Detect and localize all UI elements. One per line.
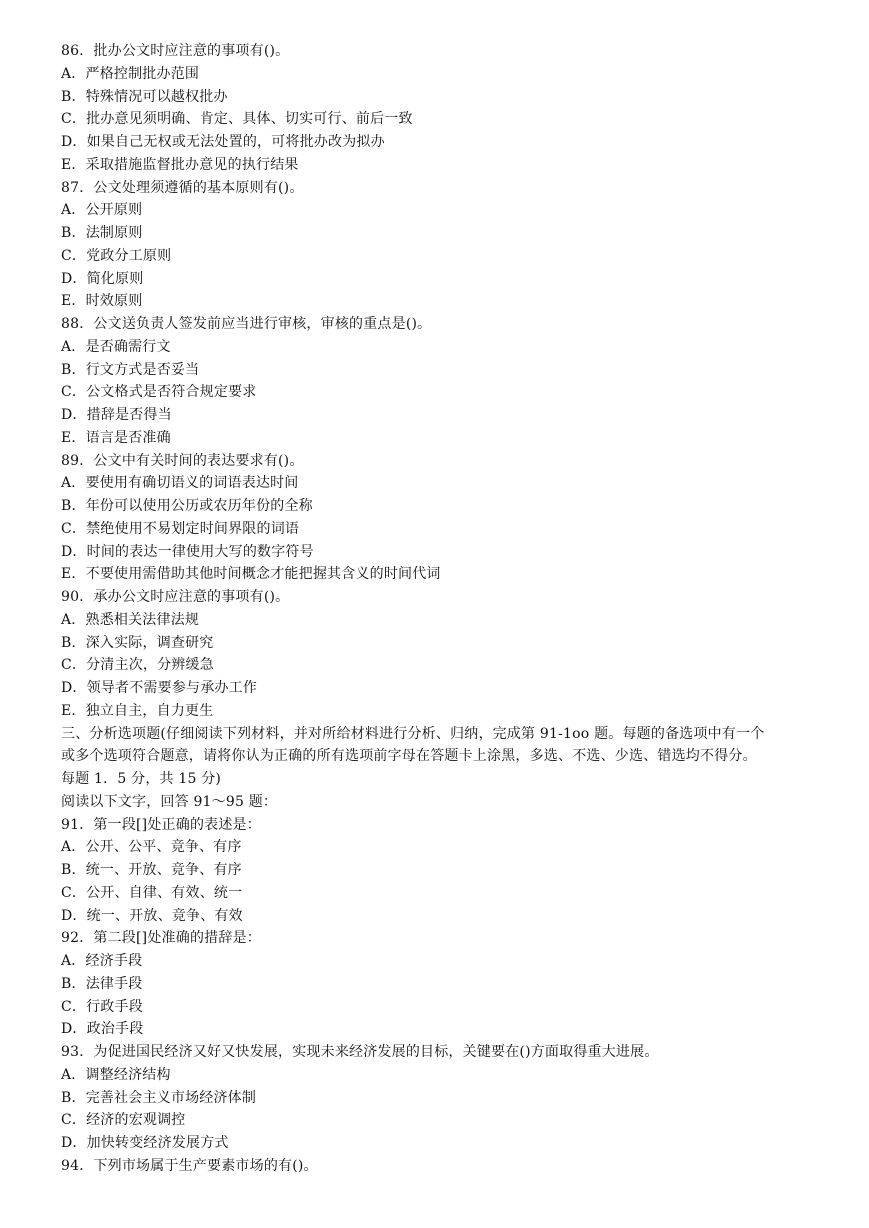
section-instructions-line-3: 每题 1．5 分，共 15 分) — [61, 771, 222, 787]
option-88-a: A．是否确需行文 — [61, 338, 171, 355]
question-90: 90．承办公文时应注意的事项有()。 — [61, 589, 290, 605]
option-88-b: B．行文方式是否妥当 — [61, 361, 200, 378]
option-93-b: B．完善社会主义市场经济体制 — [61, 1089, 257, 1106]
question-87: 87．公文处理须遵循的基本原则有()。 — [61, 179, 304, 196]
option-88-e: E．语言是否准确 — [61, 429, 171, 446]
question-86: 86．批办公文时应注意的事项有()。 — [61, 43, 290, 59]
option-91-c: C．公开、自律、有效、统一 — [61, 884, 243, 901]
option-88-d: D．措辞是否得当 — [61, 407, 172, 423]
option-93-c: C．经济的宏观调控 — [61, 1112, 186, 1129]
reading-prompt: 阅读以下文字，回答 91～95 题： — [61, 793, 278, 810]
section-instructions-line-2: 或多个选项符合题意，请将你认为正确的所有选项前字母在答题卡上涂黑，多选、不选、少选、错选均不得分。 — [61, 748, 757, 765]
option-89-c: C．禁绝使用不易划定时间界限的词语 — [61, 520, 300, 537]
option-87-b: B．法制原则 — [61, 225, 143, 241]
option-92-b: B．法律手段 — [61, 975, 143, 992]
option-91-d: D．统一、开放、竞争、有效 — [61, 907, 243, 924]
question-91: 91．第一段[]处正确的表述是： — [61, 816, 261, 833]
option-86-a: A．严格控制批办范围 — [61, 65, 200, 82]
option-92-c: C．行政手段 — [61, 998, 143, 1015]
option-90-a: A．熟悉相关法律法规 — [61, 611, 200, 628]
option-89-b: B．年份可以使用公历或农历年份的全称 — [61, 498, 313, 514]
question-88: 88．公文送负责人签发前应当进行审核，审核的重点是()。 — [61, 316, 432, 332]
option-86-d: D．如果自己无权或无法处置的，可将批办改为拟办 — [61, 134, 385, 150]
option-93-d: D．加快转变经济发展方式 — [61, 1135, 229, 1151]
option-91-b: B．统一、开放、竞争、有序 — [61, 862, 242, 878]
option-87-d: D．简化原则 — [61, 270, 144, 287]
option-86-c: C．批办意见须明确、肯定、具体、切实可行、前后一致 — [61, 111, 413, 128]
question-89: 89．公文中有关时间的表达要求有()。 — [61, 452, 304, 469]
option-90-b: B．深入实际，调查研究 — [61, 634, 214, 651]
option-87-c: C．党政分工原则 — [61, 247, 172, 264]
option-89-a: A．要使用有确切语义的词语表达时间 — [61, 475, 299, 492]
option-92-a: A．经济手段 — [61, 953, 143, 969]
section-instructions-line-1: 三、分析选项题(仔细阅读下列材料，并对所给材料进行分析、归纳，完成第 91-1oo 题。每题的备选项中有一个 — [61, 725, 765, 742]
option-92-d: D．政治手段 — [61, 1021, 144, 1038]
option-90-d: D．领导者不需要参与承办工作 — [61, 680, 258, 696]
option-91-a: A．公开、公平、竞争、有序 — [61, 839, 242, 856]
option-89-e: E．不要使用需借助其他时间概念才能把握其含义的时间代词 — [61, 566, 441, 583]
option-87-a: A．公开原则 — [61, 202, 143, 219]
option-88-c: C．公文格式是否符合规定要求 — [61, 384, 257, 401]
question-93: 93．为促进国民经济又好又快发展，实现未来经济发展的目标，关键要在()方面取得重大进展。 — [61, 1044, 659, 1060]
option-89-d: D．时间的表达一律使用大写的数字符号 — [61, 543, 314, 560]
document-page — [61, 40, 821, 1178]
option-86-b: B．特殊情况可以越权批办 — [61, 88, 228, 105]
option-93-a: A．调整经济结构 — [61, 1066, 171, 1083]
option-87-e: E．时效原则 — [61, 293, 143, 310]
option-86-e: E．采取措施监督批办意见的执行结果 — [61, 156, 299, 173]
option-90-c: C．分清主次，分辨缓急 — [61, 657, 214, 674]
question-94: 94．下列市场属于生产要素市场的有()。 — [61, 1157, 318, 1174]
option-90-e: E．独立自主，自力更生 — [61, 702, 214, 719]
question-92: 92．第二段[]处准确的措辞是： — [61, 930, 261, 947]
